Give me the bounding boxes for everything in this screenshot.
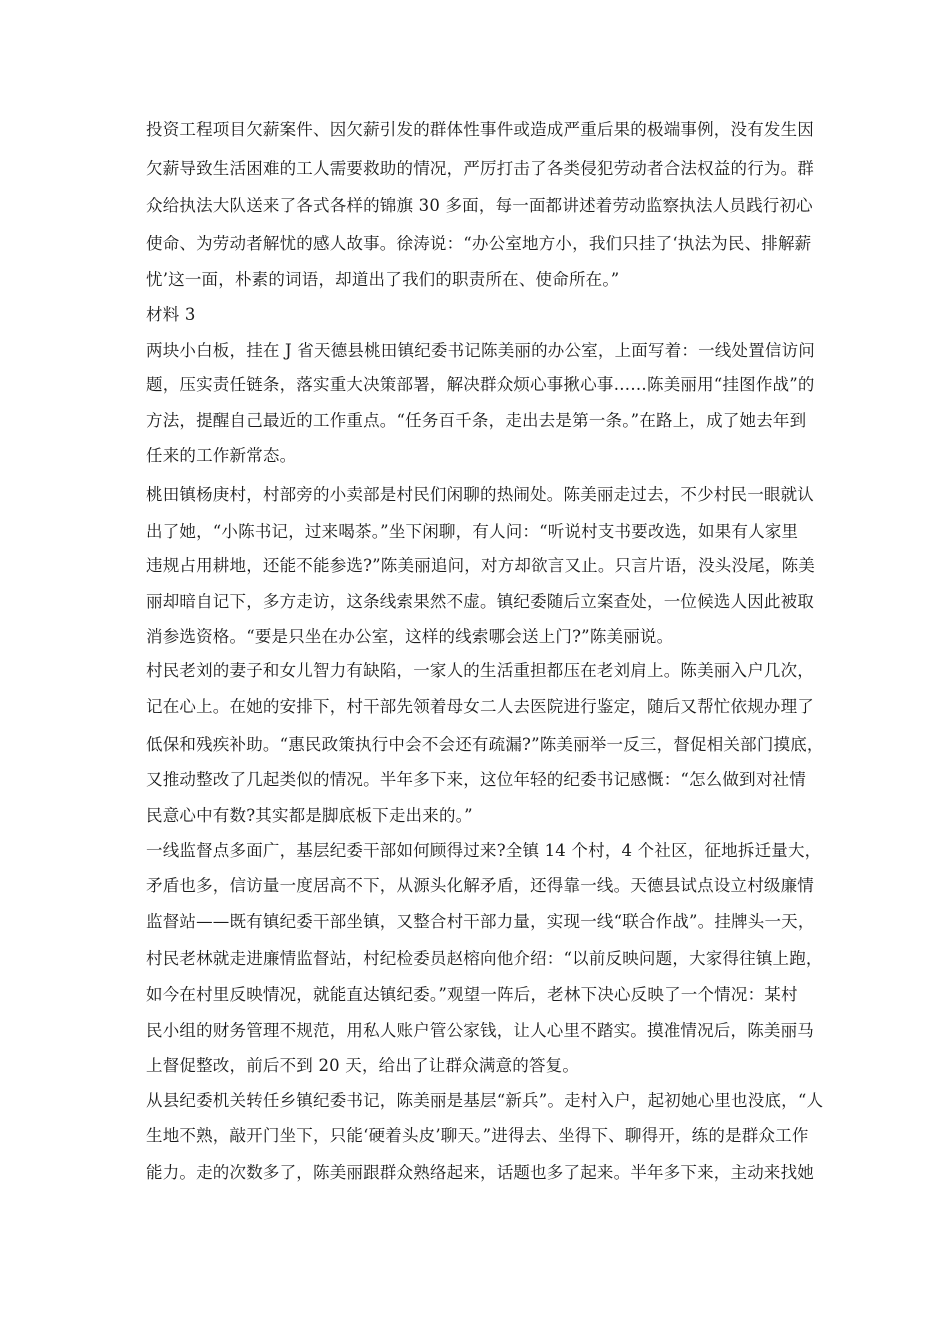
text-line: 记在心上。在她的安排下，村干部先领着母女二人去医院进行鉴定，随后又帮忙依规办理了: [146, 697, 814, 716]
text-line: 能力。走的次数多了，陈美丽跟群众熟络起来，话题也多了起来。半年多下来，主动来找她: [146, 1163, 814, 1182]
text-line: 从县纪委机关转任乡镇纪委书记，陈美丽是基层“新兵”。走村入户，起初她心里也没底，“人: [146, 1091, 824, 1110]
text-line: 低保和残疾补助。“惠民政策执行中会不会还有疏漏?”陈美丽举一反三，督促相关部门摸底，: [146, 735, 824, 754]
text-line: 生地不熟，敲开门坐下，只能‘硬着头皮’聊天。”进得去、坐得下、聊得开，练的是群众工作: [146, 1126, 809, 1145]
text-line: 任来的工作新常态。: [146, 446, 297, 465]
text-line: 监督站——既有镇纪委干部坐镇，又整合村干部力量，实现一线“联合作战”。挂牌头一天，: [146, 912, 815, 931]
text-line: 民小组的财务管理不规范，用私人账户管公家钱，让人心里不踏实。摸准情况后，陈美丽马: [146, 1021, 814, 1040]
text-line: 如今在村里反映情况，就能直达镇纪委。”观望一阵后，老林下决心反映了一个情况：某村: [146, 985, 798, 1004]
text-line: 忧’这一面，朴素的词语，却道出了我们的职责所在、使命所在。”: [146, 270, 620, 289]
text-line: 使命、为劳动者解忧的感人故事。徐涛说：“办公室地方小，我们只挂了‘执法为民、排解薪: [146, 234, 812, 253]
text-line: 又推动整改了几起类似的情况。半年多下来，这位年轻的纪委书记感慨：“怎么做到对社情: [146, 770, 806, 789]
text-line: 丽却暗自记下，多方走访，这条线索果然不虚。镇纪委随后立案查处，一位候选人因此被取: [146, 592, 814, 611]
text-line: 题，压实责任链条，落实重大决策部署，解决群众烦心事揪心事……陈美丽用“挂图作战”的: [146, 375, 815, 394]
text-line: 民意心中有数?其实都是脚底板下走出来的。”: [146, 806, 473, 825]
section-heading: 材料 3: [146, 305, 196, 324]
text-line: 上督促整改，前后不到 20 天，给出了让群众满意的答复。: [146, 1056, 580, 1075]
text-line: 村民老林就走进廉情监督站，村纪检委员赵榕向他介绍：“以前反映问题，大家得往镇上跑，: [146, 949, 823, 968]
text-line: 欠薪导致生活困难的工人需要救助的情况，严厉打击了各类侵犯劳动者合法权益的行为。群: [146, 159, 814, 178]
text-line: 矛盾也多，信访量一度居高不下，从源头化解矛盾，还得靠一线。天德县试点设立村级廉情: [146, 876, 814, 895]
text-line: 投资工程项目欠薪案件、因欠薪引发的群体性事件或造成严重后果的极端事例，没有发生因: [146, 120, 814, 139]
text-line: 消参选资格。“要是只坐在办公室，这样的线索哪会送上门?”陈美丽说。: [146, 627, 674, 646]
text-line: 两块小白板，挂在 J 省天德县桃田镇纪委书记陈美丽的办公室，上面写着：一线处置信访问: [146, 341, 816, 360]
text-line: 桃田镇杨庚村，村部旁的小卖部是村民们闲聊的热闹处。陈美丽走过去，不少村民一眼就认: [146, 485, 814, 504]
text-line: 方法，提醒自己最近的工作重点。“任务百千条，走出去是第一条。”在路上，成了她去年到: [146, 411, 807, 430]
text-line: 出了她，“小陈书记，过来喝茶。”坐下闲聊，有人问：“听说村支书要改选，如果有人家里: [146, 522, 799, 541]
text-line: 违规占用耕地，还能不能参选?”陈美丽追问，对方却欲言又止。只言片语，没头没尾，陈美: [146, 556, 815, 575]
text-line: 村民老刘的妻子和女儿智力有缺陷，一家人的生活重担都压在老刘肩上。陈美丽入户几次，: [146, 661, 814, 680]
text-line: 众给执法大队送来了各式各样的锦旗 30 多面，每一面都讲述着劳动监察执法人员践行初心: [146, 196, 813, 215]
text-line: 一线监督点多面广，基层纪委干部如何顾得过来?全镇 14 个村，4 个社区，征地拆迁量大，: [146, 841, 822, 860]
